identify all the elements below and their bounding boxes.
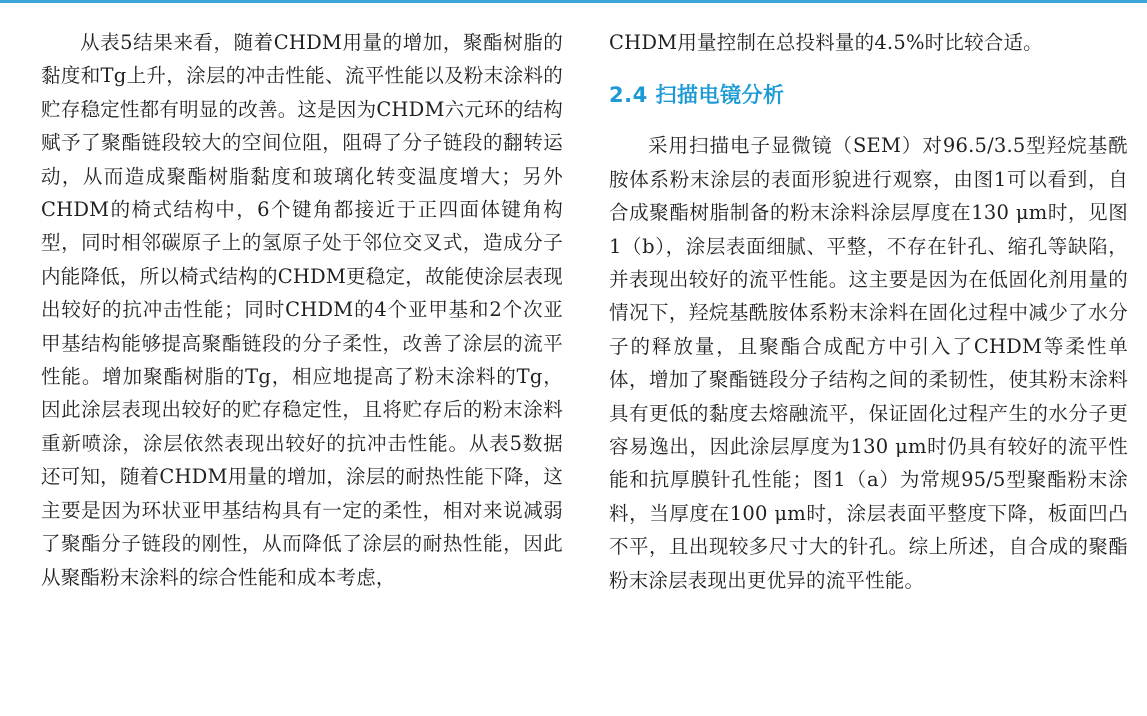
section-heading: 2.4 扫描电镜分析	[609, 83, 785, 108]
right-paragraph: 采用扫描电子显微镜（SEM）对96.5/3.5型羟烷基酰胺体系粉末涂层的表面形貌进行观察，由图1可以看到，自合成聚酯树脂制备的粉末涂料涂层厚度在130 μm时，见图1（b），涂层表面细腻、平整，不存在针孔、缩孔等缺陷，并表现出较好的流平性能。这主要是因为在低固化剂用量的情况下，羟烷基酰胺体系粉末涂料在固化过程中减少了水分子的释放量，且聚酯合成配方中引入了CHDM等柔性单体，增加了聚酯链段分子结构之间的柔韧性，使其粉末涂料具有更低的黏度去熔融流平，保证固化过程产生的水分子更容易逸出，因此涂层厚度为130 μm时仍具有较好的流平性能和抗厚膜针孔性能；图1（a）为常规95/5型聚酯粉末涂料，当厚度在100 μm时，涂层表面平整度下降，板面凹凸不平，且出现较多尺寸大的针孔。综上所述，自合成的聚酯粉末涂层表现出更优异的流平性能。	[609, 134, 1128, 592]
right-continuation: CHDM用量控制在总投料量的4.5%时比较合适。	[609, 31, 1043, 54]
top-rule	[0, 0, 1147, 3]
left-column	[41, 26, 563, 594]
right-column	[609, 26, 1128, 597]
left-paragraph: 从表5结果来看，随着CHDM用量的增加，聚酯树脂的黏度和Tg上升，涂层的冲击性能、流平性能以及粉末涂料的贮存稳定性都有明显的改善。这是因为CHDM六元环的结构赋予了聚酯链段较大的空间位阻，阻碍了分子链段的翻转运动，从而造成聚酯树脂黏度和玻璃化转变温度增大；另外CHDM的椅式结构中，6个键角都接近于正四面体键角构型，同时相邻碳原子上的氢原子处于邻位交叉式，造成分子内能降低，所以椅式结构的CHDM更稳定，故能使涂层表现出较好的抗冲击性能；同时CHDM的4个亚甲基和2个次亚甲基结构能够提高聚酯链段的分子柔性，改善了涂层的流平性能。增加聚酯树脂的Tg，相应地提高了粉末涂料的Tg，因此涂层表现出较好的贮存稳定性，且将贮存后的粉末涂料重新喷涂，涂层依然表现出较好的抗冲击性能。从表5数据还可知，随着CHDM用量的增加，涂层的耐热性能下降，这主要是因为环状亚甲基结构具有一定的柔性，相对来说减弱了聚酯分子链段的刚性，从而降低了涂层的耐热性能，因此从聚酯粉末涂料的综合性能和成本考虑，	[41, 31, 563, 589]
